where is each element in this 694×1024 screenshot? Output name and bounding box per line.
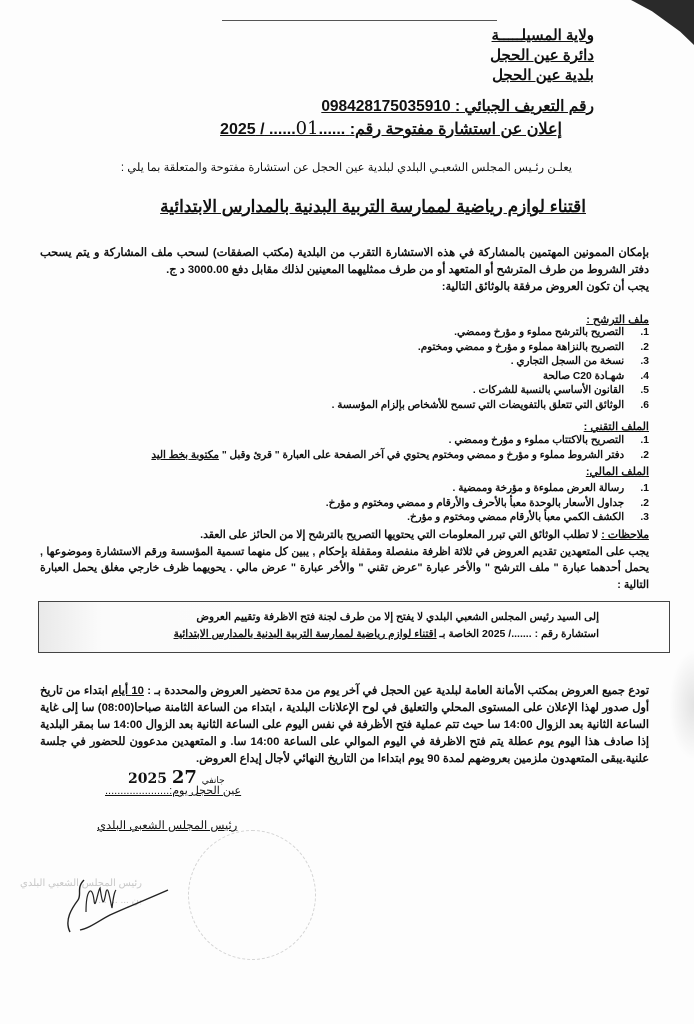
notes-label: ملاحظات : <box>601 529 649 541</box>
notes-text: لا تطلب الوثائق التي تبرر المعلومات التي يحتويها التصريح بالترشح إلا من الحائز على العقد. <box>200 529 599 541</box>
list-item: 2. جداول الأسعار بالوحدة معبأ بالأحرف والأرقام و ممضي ومختوم و مؤرخ. <box>325 497 649 509</box>
list-item: 6. الوثائق التي تتعلق بالتفويضات التي تسمح للأشخاص بإلزام المؤسسة . <box>331 399 649 411</box>
consultation-subject: اقتناء لوازم رياضية لممارسة التربية البدنية بالمدارس الابتدائية <box>160 197 586 216</box>
envelopes-paragraph: يجب على المتعهدين تقديم العروض في ثلاثة اظرفة منفصلة ومقفلة بإحكام , يبين كل منهما تسمية المؤسسة ورقم الاستشارة وموضوعها , يحمل أحدهما عبارة " ملف الترشح " والأخر عبارة "عرض تقني " والأخر عبارة " عرض مالي . يحويهما ظرف خارجي مغلق يحمل العبارة التالية : <box>40 545 649 591</box>
list-item: 4. شهـادة C20 صالحة <box>542 370 649 382</box>
administrative-header <box>490 26 594 86</box>
date-stamp-month: جانفي <box>201 776 225 786</box>
list-item: 1. التصريح بالترشح مملوء و مؤرخ وممضي. <box>454 327 649 338</box>
envelope-line-2 <box>59 626 599 643</box>
envelope-line-1: إلى السيد رئيس المجلس الشعبي البلدي لا يفتح إلا من طرف لجنة فتح الاظرفة وتقييم العروض <box>196 611 599 623</box>
announcement-line: يعلـن رئـيس المجلس الشعبـي البلدي لبلدية عين الحجل عن استشارة مفتوحة والمتعلقة بما يلي : <box>120 162 572 174</box>
stamp-text-line: رئيس المجلس الشعبي البلدي <box>20 878 142 889</box>
list-item: 1. التصريح بالاكتتاب مملوء و مؤرخ وممضي . <box>448 435 649 446</box>
consultation-dots-before: ...... <box>318 121 346 138</box>
tax-id-label: رقم التعريف الجبائي : <box>454 98 594 115</box>
list-item: 5. القانون الأساسي بالنسبة للشركات . <box>472 385 649 396</box>
consultation-year: / 2025 <box>220 121 265 138</box>
consultation-title-prefix: إعلان عن استشارة مفتوحة رقم: <box>349 121 562 138</box>
list-item: 1. رسالة العرض مملوءة و مؤرخة وممضية . <box>452 483 649 494</box>
date-stamp-day: 27 <box>171 767 197 788</box>
deposit-paragraph <box>40 683 649 768</box>
envelope-line-2-prefix: استشارة رقم : ......./ 2025 الخاصة بـ <box>439 628 599 640</box>
consultation-dots-after: ...... <box>268 121 296 138</box>
intro-requirement: يجب أن تكون العروض مرفقة بالوثائق التالية: <box>441 281 649 293</box>
deposit-text-part1: تودع جميع العروض بمكتب الأمانة العامة لبلدية عين الحجل في آخر يوم من مدة تحضير العروض والمحددة بـ : <box>147 685 650 697</box>
page-corner-shadow <box>624 0 694 45</box>
cut-off-top-header-rule <box>222 19 497 21</box>
section-title-technical: الملف التقني : <box>583 421 649 433</box>
envelope-line-2-subject: اقتناء لوازم رياضية لممارسة التربية البدنية بالمدارس الابتدائية <box>173 628 437 640</box>
official-seal-icon <box>188 830 316 960</box>
list-item: 2. التصريح بالنزاهة مملوء و مؤرخ و ممضي ومختوم. <box>417 341 649 353</box>
candidature-file-list <box>332 326 649 413</box>
outer-envelope-inscription-box <box>38 601 670 653</box>
notes-block <box>40 527 649 593</box>
tax-id-value: 098428175035910 <box>321 98 451 115</box>
stamp-text-line: بن ... ... ... <box>98 895 142 906</box>
date-stamp-year: 2025 <box>128 771 167 787</box>
scan-edge-smudge <box>669 650 694 760</box>
tax-id-line <box>321 97 594 116</box>
handwritten-signature-icon <box>50 870 180 940</box>
intro-paragraph <box>40 245 649 296</box>
list-item: 3. الكشف الكمي معبأ بالأرقام ممضي ومختوم و مؤرخ. <box>407 512 649 523</box>
financial-file-list <box>326 482 649 526</box>
commune-line: بلدية عين الحجل <box>492 67 594 84</box>
deposit-text-part2: ابتداء من تاريخ أول صدور لهذا الإعلان على المستوى المحلي والتعليق في لوح الإعلانات البلدية ، ابتداء من الساعة الثامنة صباحا(08:00) سا إلى غاية الساعة الثانية بعد الزوال 14:00 سا حيث تتم عملية فتح الأظرفة في نفس اليوم على الساعة الثانية بعد الزوال 14:00 سا بمقر البلدية إذا صادف هذا اليوم يوم عطلة يتم فتح الاظرفة في اليوم الموالي على الساعة 14:00 سا. و المتعهدين مدعوون للحضور في جلسة علنية.يبقى المتعهدون ملزمين بعروضهم لمدة 90 يوم ابتداءا من التاريخ النهائي لأجال إيداع العروض. <box>40 685 649 765</box>
notes-line <box>40 527 649 544</box>
section-title-candidature: ملف الترشح : <box>586 314 649 326</box>
section-title-financial: الملف المالي: <box>585 466 649 478</box>
wilaya-line: ولاية المسيلـــــة <box>491 27 594 44</box>
consultation-title <box>220 118 562 139</box>
deposit-duration: 10 أيام <box>111 685 144 697</box>
intro-paragraph-text: بإمكان الممونين المهتمين بالمشاركة في هذه الاستشارة التقرب من البلدية (مكتب الصفقات) لسحب ملف المشاركة و يتم يسحب دفتر الشروط من طرف المترشح أو المتعهد أو من طرف ممثليهما المعينين لذلك مقابل دفع 3000.00 د ج. <box>40 247 649 276</box>
consultation-number-handwritten: 01 <box>295 118 319 139</box>
list-item: 2. دفتر الشروط مملوء و مؤرخ و ممضي ومختوم يحتوي في آخر الصفحة على العبارة " قرئ وقبل " مكتوبة بخط اليد <box>151 449 649 461</box>
place-and-date-line: عين الحجل يوم:..................... <box>105 785 242 797</box>
signatory-title: رئيس المجلس الشعبي البلدي <box>97 820 238 832</box>
handwritten-note-phrase: مكتوبة بخط اليد <box>151 449 219 461</box>
daira-line: دائرة عين الحجل <box>490 47 594 64</box>
list-item: 3. نسخة من السجل التجاري . <box>510 356 649 367</box>
technical-file-list <box>151 434 649 463</box>
